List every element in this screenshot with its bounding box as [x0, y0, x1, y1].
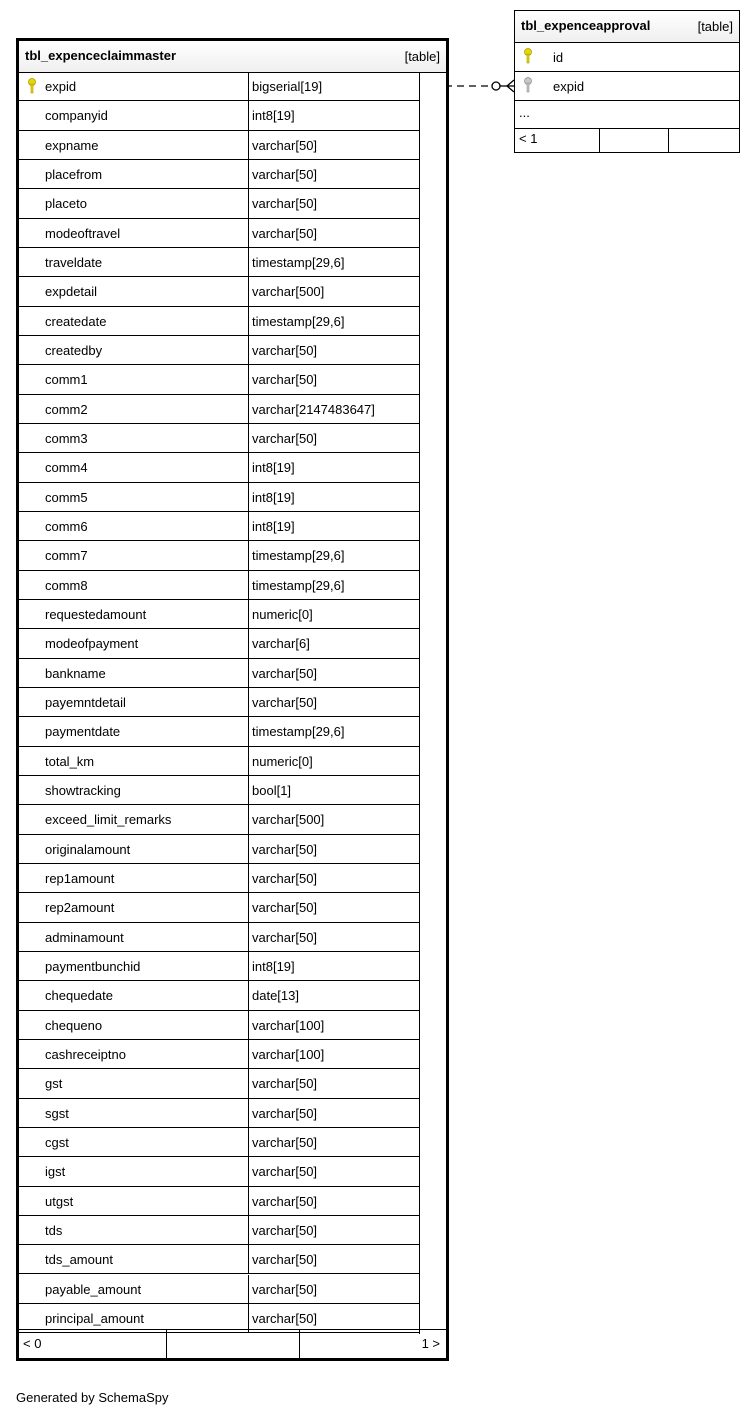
- column-type: varchar[2147483647]: [252, 401, 375, 417]
- column-type: int8[19]: [252, 489, 295, 505]
- column-name: modeoftravel: [45, 225, 121, 241]
- table-name[interactable]: tbl_expenceclaimmaster: [25, 48, 177, 63]
- column-name: tds: [45, 1222, 63, 1238]
- column-name-cell: [19, 424, 249, 452]
- table-header: [19, 41, 446, 73]
- column-type: bool[1]: [252, 782, 292, 798]
- column-type: varchar[50]: [252, 1105, 318, 1121]
- column-row[interactable]: [19, 453, 419, 482]
- column-row[interactable]: [19, 307, 419, 336]
- column-row[interactable]: [19, 160, 419, 189]
- column-type: varchar[50]: [252, 430, 318, 446]
- column-name-cell: [19, 835, 249, 863]
- column-type: varchar[50]: [252, 1076, 318, 1092]
- column-name-cell: [19, 717, 249, 745]
- column-name: utgst: [45, 1193, 74, 1209]
- column-name: placefrom: [45, 166, 103, 182]
- column-name-cell: [19, 277, 249, 305]
- column-row[interactable]: [19, 541, 419, 570]
- column-name: comm5: [45, 489, 88, 505]
- column-type: date[13]: [252, 988, 299, 1004]
- column-row[interactable]: [19, 336, 419, 365]
- column-name-cell: [19, 189, 249, 217]
- footer-cell-middle: [599, 128, 669, 152]
- generated-by-note: Generated by SchemaSpy: [16, 1390, 169, 1405]
- crowfoot-upper: [507, 80, 514, 86]
- column-name-cell: [19, 747, 249, 775]
- column-name: createdby: [45, 342, 103, 358]
- column-name: tds_amount: [45, 1252, 113, 1268]
- column-name: payemntdetail: [45, 694, 126, 710]
- column-type: varchar[50]: [252, 1281, 318, 1297]
- column-type: varchar[50]: [252, 1134, 318, 1150]
- column-type: timestamp[29,6]: [252, 254, 345, 270]
- column-type: int8[19]: [252, 108, 295, 124]
- column-row[interactable]: [19, 805, 419, 834]
- column-name: total_km: [45, 753, 95, 769]
- column-type: varchar[50]: [252, 870, 318, 886]
- column-name: comm7: [45, 548, 88, 564]
- column-name: createdate: [45, 313, 107, 329]
- footer-cell-middle: [166, 1330, 300, 1358]
- column-name-cell: [19, 307, 249, 335]
- column-name-cell: [19, 923, 249, 951]
- column-row[interactable]: [19, 1275, 419, 1304]
- column-type: varchar[500]: [252, 812, 325, 828]
- column-name-cell: [19, 101, 249, 129]
- column-type: varchar[50]: [252, 1164, 318, 1180]
- column-type: varchar[50]: [252, 225, 318, 241]
- column-row[interactable]: [19, 365, 419, 394]
- column-name-cell: [19, 1099, 249, 1127]
- column-row[interactable]: [19, 131, 419, 160]
- column-type: timestamp[29,6]: [252, 548, 345, 564]
- column-type: varchar[50]: [252, 1193, 318, 1209]
- column-type: varchar[50]: [252, 1252, 318, 1268]
- column-row[interactable]: [19, 600, 419, 629]
- column-name-cell: [19, 453, 249, 481]
- column-row[interactable]: [19, 1216, 419, 1245]
- column-row-id[interactable]: [515, 42, 739, 72]
- column-row[interactable]: [19, 776, 419, 805]
- column-name-cell: [19, 659, 249, 687]
- column-row[interactable]: [19, 893, 419, 922]
- column-name: comm4: [45, 460, 88, 476]
- column-name: id: [553, 50, 564, 65]
- column-row[interactable]: [19, 571, 419, 600]
- column-row[interactable]: [19, 395, 419, 424]
- column-type: int8[19]: [252, 958, 295, 974]
- column-row[interactable]: [19, 219, 419, 248]
- column-row[interactable]: [19, 981, 419, 1010]
- column-type: varchar[50]: [252, 1310, 318, 1326]
- column-name-cell: [19, 981, 249, 1009]
- column-row[interactable]: [19, 101, 419, 130]
- column-type: varchar[6]: [252, 636, 310, 652]
- foreign-key-icon: [523, 77, 533, 93]
- column-name: expdetail: [45, 284, 98, 300]
- table-kind-label: [table]: [404, 49, 440, 64]
- column-name-cell: [19, 160, 249, 188]
- column-row[interactable]: [19, 923, 419, 952]
- column-name: cashreceiptno: [45, 1046, 126, 1062]
- column-type: int8[19]: [252, 518, 295, 534]
- column-type: numeric[0]: [252, 606, 313, 622]
- column-name-cell: [19, 893, 249, 921]
- more-columns-ellipsis: ...: [515, 101, 739, 129]
- parents-count: 1 >: [421, 1336, 440, 1351]
- primary-key-icon: [27, 78, 37, 94]
- column-name-cell: [19, 541, 249, 569]
- column-name: rep2amount: [45, 900, 115, 916]
- column-type: varchar[50]: [252, 137, 318, 153]
- column-row[interactable]: [19, 1069, 419, 1098]
- column-row[interactable]: [19, 659, 419, 688]
- column-name: exceed_limit_remarks: [45, 812, 172, 828]
- column-type: timestamp[29,6]: [252, 313, 345, 329]
- column-name-cell: [19, 1157, 249, 1185]
- column-name: adminamount: [45, 929, 124, 945]
- column-name: modeofpayment: [45, 636, 139, 652]
- table-kind-label: [table]: [697, 19, 733, 34]
- column-row[interactable]: [19, 717, 419, 746]
- column-row-expid[interactable]: [515, 71, 739, 101]
- column-row[interactable]: [19, 277, 419, 306]
- column-type: timestamp[29,6]: [252, 724, 345, 740]
- column-type: varchar[50]: [252, 166, 318, 182]
- table-name[interactable]: tbl_expenceapproval: [521, 18, 651, 33]
- column-name-cell: [19, 571, 249, 599]
- column-name: gst: [45, 1076, 63, 1092]
- column-type: varchar[100]: [252, 1017, 325, 1033]
- column-type: varchar[500]: [252, 284, 325, 300]
- column-name-cell: [19, 512, 249, 540]
- column-name-cell: [19, 688, 249, 716]
- column-type: varchar[50]: [252, 372, 318, 388]
- column-name: comm1: [45, 372, 88, 388]
- column-name: chequedate: [45, 988, 113, 1004]
- primary-key-icon: [523, 48, 533, 64]
- column-name: chequeno: [45, 1017, 103, 1033]
- column-name: comm3: [45, 430, 88, 446]
- column-name-cell: [19, 864, 249, 892]
- column-name-cell: [19, 248, 249, 276]
- column-name-cell: [19, 776, 249, 804]
- column-row[interactable]: [19, 629, 419, 658]
- column-type: bigserial[19]: [252, 79, 323, 94]
- column-name: comm2: [45, 401, 88, 417]
- column-name: paymentdate: [45, 724, 121, 740]
- crowfoot-lower: [507, 86, 514, 92]
- column-name: comm6: [45, 518, 88, 534]
- column-name-cell: [19, 629, 249, 657]
- footer-cell-children: [515, 128, 600, 152]
- table-header: [515, 11, 739, 43]
- children-count: < 0: [23, 1336, 42, 1351]
- column-name: requestedamount: [45, 606, 147, 622]
- column-row[interactable]: [19, 1011, 419, 1040]
- column-name: rep1amount: [45, 870, 115, 886]
- children-count: < 1: [519, 131, 538, 146]
- column-row[interactable]: [19, 952, 419, 981]
- column-row[interactable]: [19, 512, 419, 541]
- column-type: varchar[50]: [252, 196, 318, 212]
- column-name: igst: [45, 1164, 66, 1180]
- column-row[interactable]: [19, 1187, 419, 1216]
- column-name: originalamount: [45, 841, 131, 857]
- table-tbl-expenceapproval[interactable]: [514, 10, 740, 153]
- column-name-cell: [19, 395, 249, 423]
- table-footer: [515, 128, 739, 152]
- column-row[interactable]: [19, 747, 419, 776]
- column-name-cell: [19, 952, 249, 980]
- table-divider: [419, 72, 420, 1334]
- column-name: comm8: [45, 577, 88, 593]
- column-name: payable_amount: [45, 1281, 142, 1297]
- column-row[interactable]: [19, 424, 419, 453]
- column-name-cell: [19, 805, 249, 833]
- column-row[interactable]: [19, 864, 419, 893]
- column-name-cell: [19, 1304, 249, 1332]
- column-row[interactable]: [19, 688, 419, 717]
- column-name: placeto: [45, 196, 87, 212]
- column-row[interactable]: [19, 1245, 419, 1274]
- column-name-cell: [19, 1187, 249, 1215]
- column-name-cell: [19, 1128, 249, 1156]
- column-name-cell: [19, 219, 249, 247]
- column-row[interactable]: [19, 1099, 419, 1128]
- column-name: sgst: [45, 1105, 69, 1121]
- column-type: varchar[50]: [252, 342, 318, 358]
- column-name-cell: [19, 483, 249, 511]
- column-row[interactable]: [19, 248, 419, 277]
- table-tbl-expenceclaimmaster[interactable]: [16, 38, 449, 1361]
- column-type: varchar[50]: [252, 900, 318, 916]
- column-type: varchar[50]: [252, 841, 318, 857]
- column-name: principal_amount: [45, 1310, 145, 1326]
- column-row[interactable]: [19, 483, 419, 512]
- column-type: varchar[100]: [252, 1046, 325, 1062]
- column-row[interactable]: [19, 1157, 419, 1186]
- column-type: timestamp[29,6]: [252, 577, 345, 593]
- column-type: numeric[0]: [252, 753, 313, 769]
- column-name: companyid: [45, 108, 108, 124]
- column-type: int8[19]: [252, 460, 295, 476]
- column-row[interactable]: [19, 189, 419, 218]
- column-name-cell: [19, 600, 249, 628]
- column-name-cell: [19, 1040, 249, 1068]
- column-name-cell: [19, 1275, 249, 1303]
- column-name-cell: [19, 365, 249, 393]
- column-name-cell: [19, 336, 249, 364]
- column-name-cell: [19, 72, 249, 100]
- column-name: traveldate: [45, 254, 103, 270]
- column-name-cell: [19, 131, 249, 159]
- table-footer: [19, 1329, 446, 1358]
- column-name: expid: [45, 79, 77, 94]
- column-name: paymentbunchid: [45, 958, 141, 974]
- column-row[interactable]: [19, 1040, 419, 1069]
- column-name: expid: [553, 79, 585, 94]
- column-name: expname: [45, 137, 99, 153]
- column-name: showtracking: [45, 782, 121, 798]
- column-name-cell: [19, 1069, 249, 1097]
- column-name-cell: [19, 1245, 249, 1273]
- column-name: bankname: [45, 665, 106, 681]
- column-type: varchar[50]: [252, 929, 318, 945]
- column-type: varchar[50]: [252, 1222, 318, 1238]
- column-name-cell: [19, 1216, 249, 1244]
- footer-cell-children: [19, 1330, 167, 1358]
- column-row[interactable]: [19, 1128, 419, 1157]
- zero-cardinality-circle: [492, 82, 500, 90]
- column-row[interactable]: [19, 835, 419, 864]
- column-row[interactable]: [19, 72, 419, 101]
- column-name-cell: [19, 1011, 249, 1039]
- column-name: cgst: [45, 1134, 69, 1150]
- column-type: varchar[50]: [252, 694, 318, 710]
- column-type: varchar[50]: [252, 665, 318, 681]
